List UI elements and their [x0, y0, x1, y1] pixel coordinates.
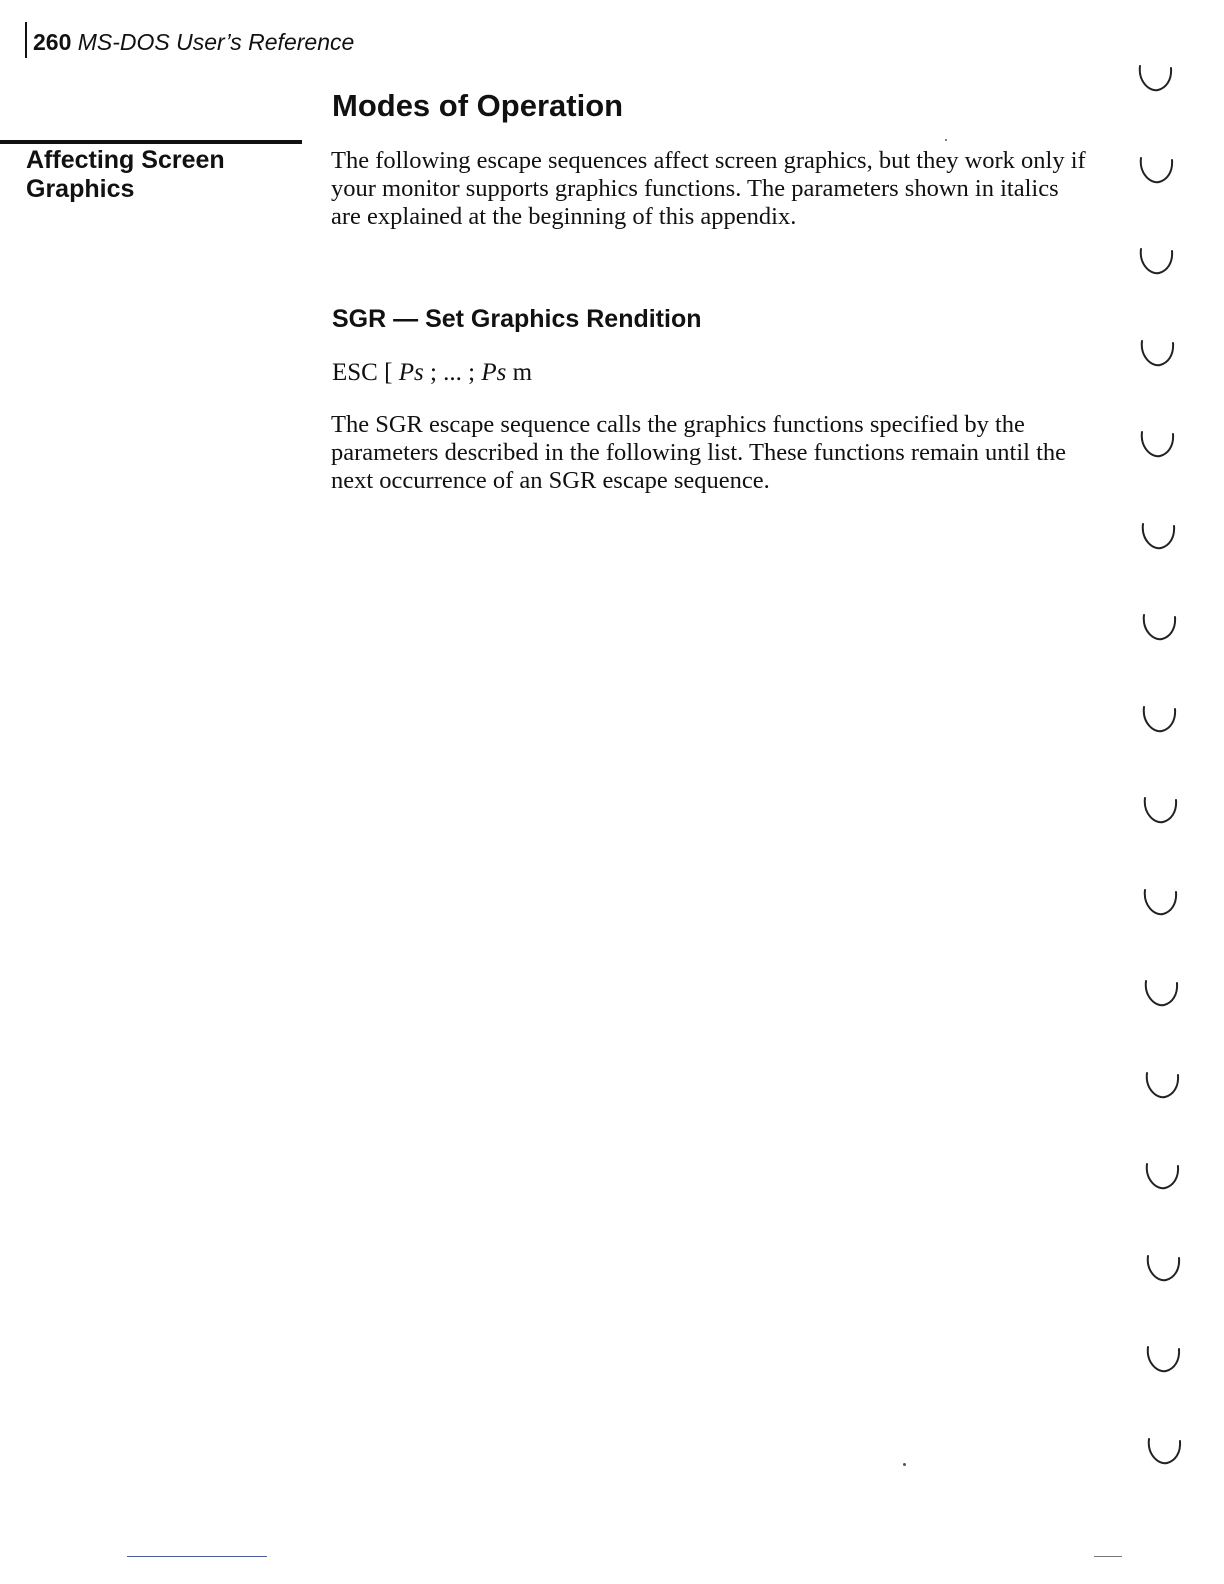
sidebar-rule: [0, 140, 302, 144]
sgr-description: The SGR escape sequence calls the graphics functions specified by the parameters described in the following list. These functions remain until the next occurrence of an SGR escape sequence.: [331, 411, 1067, 494]
scan-speck: [945, 139, 947, 141]
binder-hole-icon: [1144, 1343, 1184, 1375]
sgr-syntax: [332, 359, 532, 387]
section-title: Modes of Operation: [332, 88, 624, 123]
binder-hole-icon: [1138, 337, 1178, 369]
running-header: [25, 22, 354, 58]
binder-hole-icon: [1137, 154, 1177, 186]
footer-line: [127, 1556, 267, 1557]
syntax-param-first: Ps: [398, 359, 424, 386]
sgr-heading: SGR — Set Graphics Rendition: [332, 305, 702, 333]
binder-hole-icon: [1142, 977, 1182, 1009]
binder-hole-icon: [1136, 62, 1176, 94]
syntax-param-last: Ps: [481, 359, 507, 386]
binder-hole-icon: [1139, 520, 1179, 552]
binding-holes: [1128, 62, 1188, 1502]
binder-hole-icon: [1137, 245, 1177, 277]
binder-hole-icon: [1138, 428, 1178, 460]
intro-paragraph: The following escape sequences affect screen graphics, but they work only if your monitor supports graphics functions. The parameters shown in italics are explained at the beginning of this appendix.: [331, 147, 1086, 230]
header-rule: [25, 22, 27, 58]
header-text: [33, 28, 355, 55]
syntax-suffix: m: [506, 359, 533, 386]
binder-hole-icon: [1143, 1069, 1183, 1101]
binder-hole-icon: [1143, 1160, 1183, 1192]
syntax-prefix: ESC [: [332, 359, 399, 386]
binder-hole-icon: [1140, 611, 1180, 643]
scan-speck: [903, 1463, 906, 1466]
page-number: 260: [33, 28, 72, 55]
binder-hole-icon: [1141, 886, 1181, 918]
sidebar-heading: Affecting Screen Graphics: [26, 146, 225, 203]
footer-mark: [1094, 1556, 1122, 1557]
binder-hole-icon: [1144, 1252, 1184, 1284]
binder-hole-icon: [1141, 794, 1181, 826]
running-title: MS-DOS User’s Reference: [77, 28, 355, 55]
syntax-middle: ; ... ;: [423, 359, 482, 386]
binder-hole-icon: [1140, 703, 1180, 735]
binder-hole-icon: [1145, 1435, 1185, 1467]
